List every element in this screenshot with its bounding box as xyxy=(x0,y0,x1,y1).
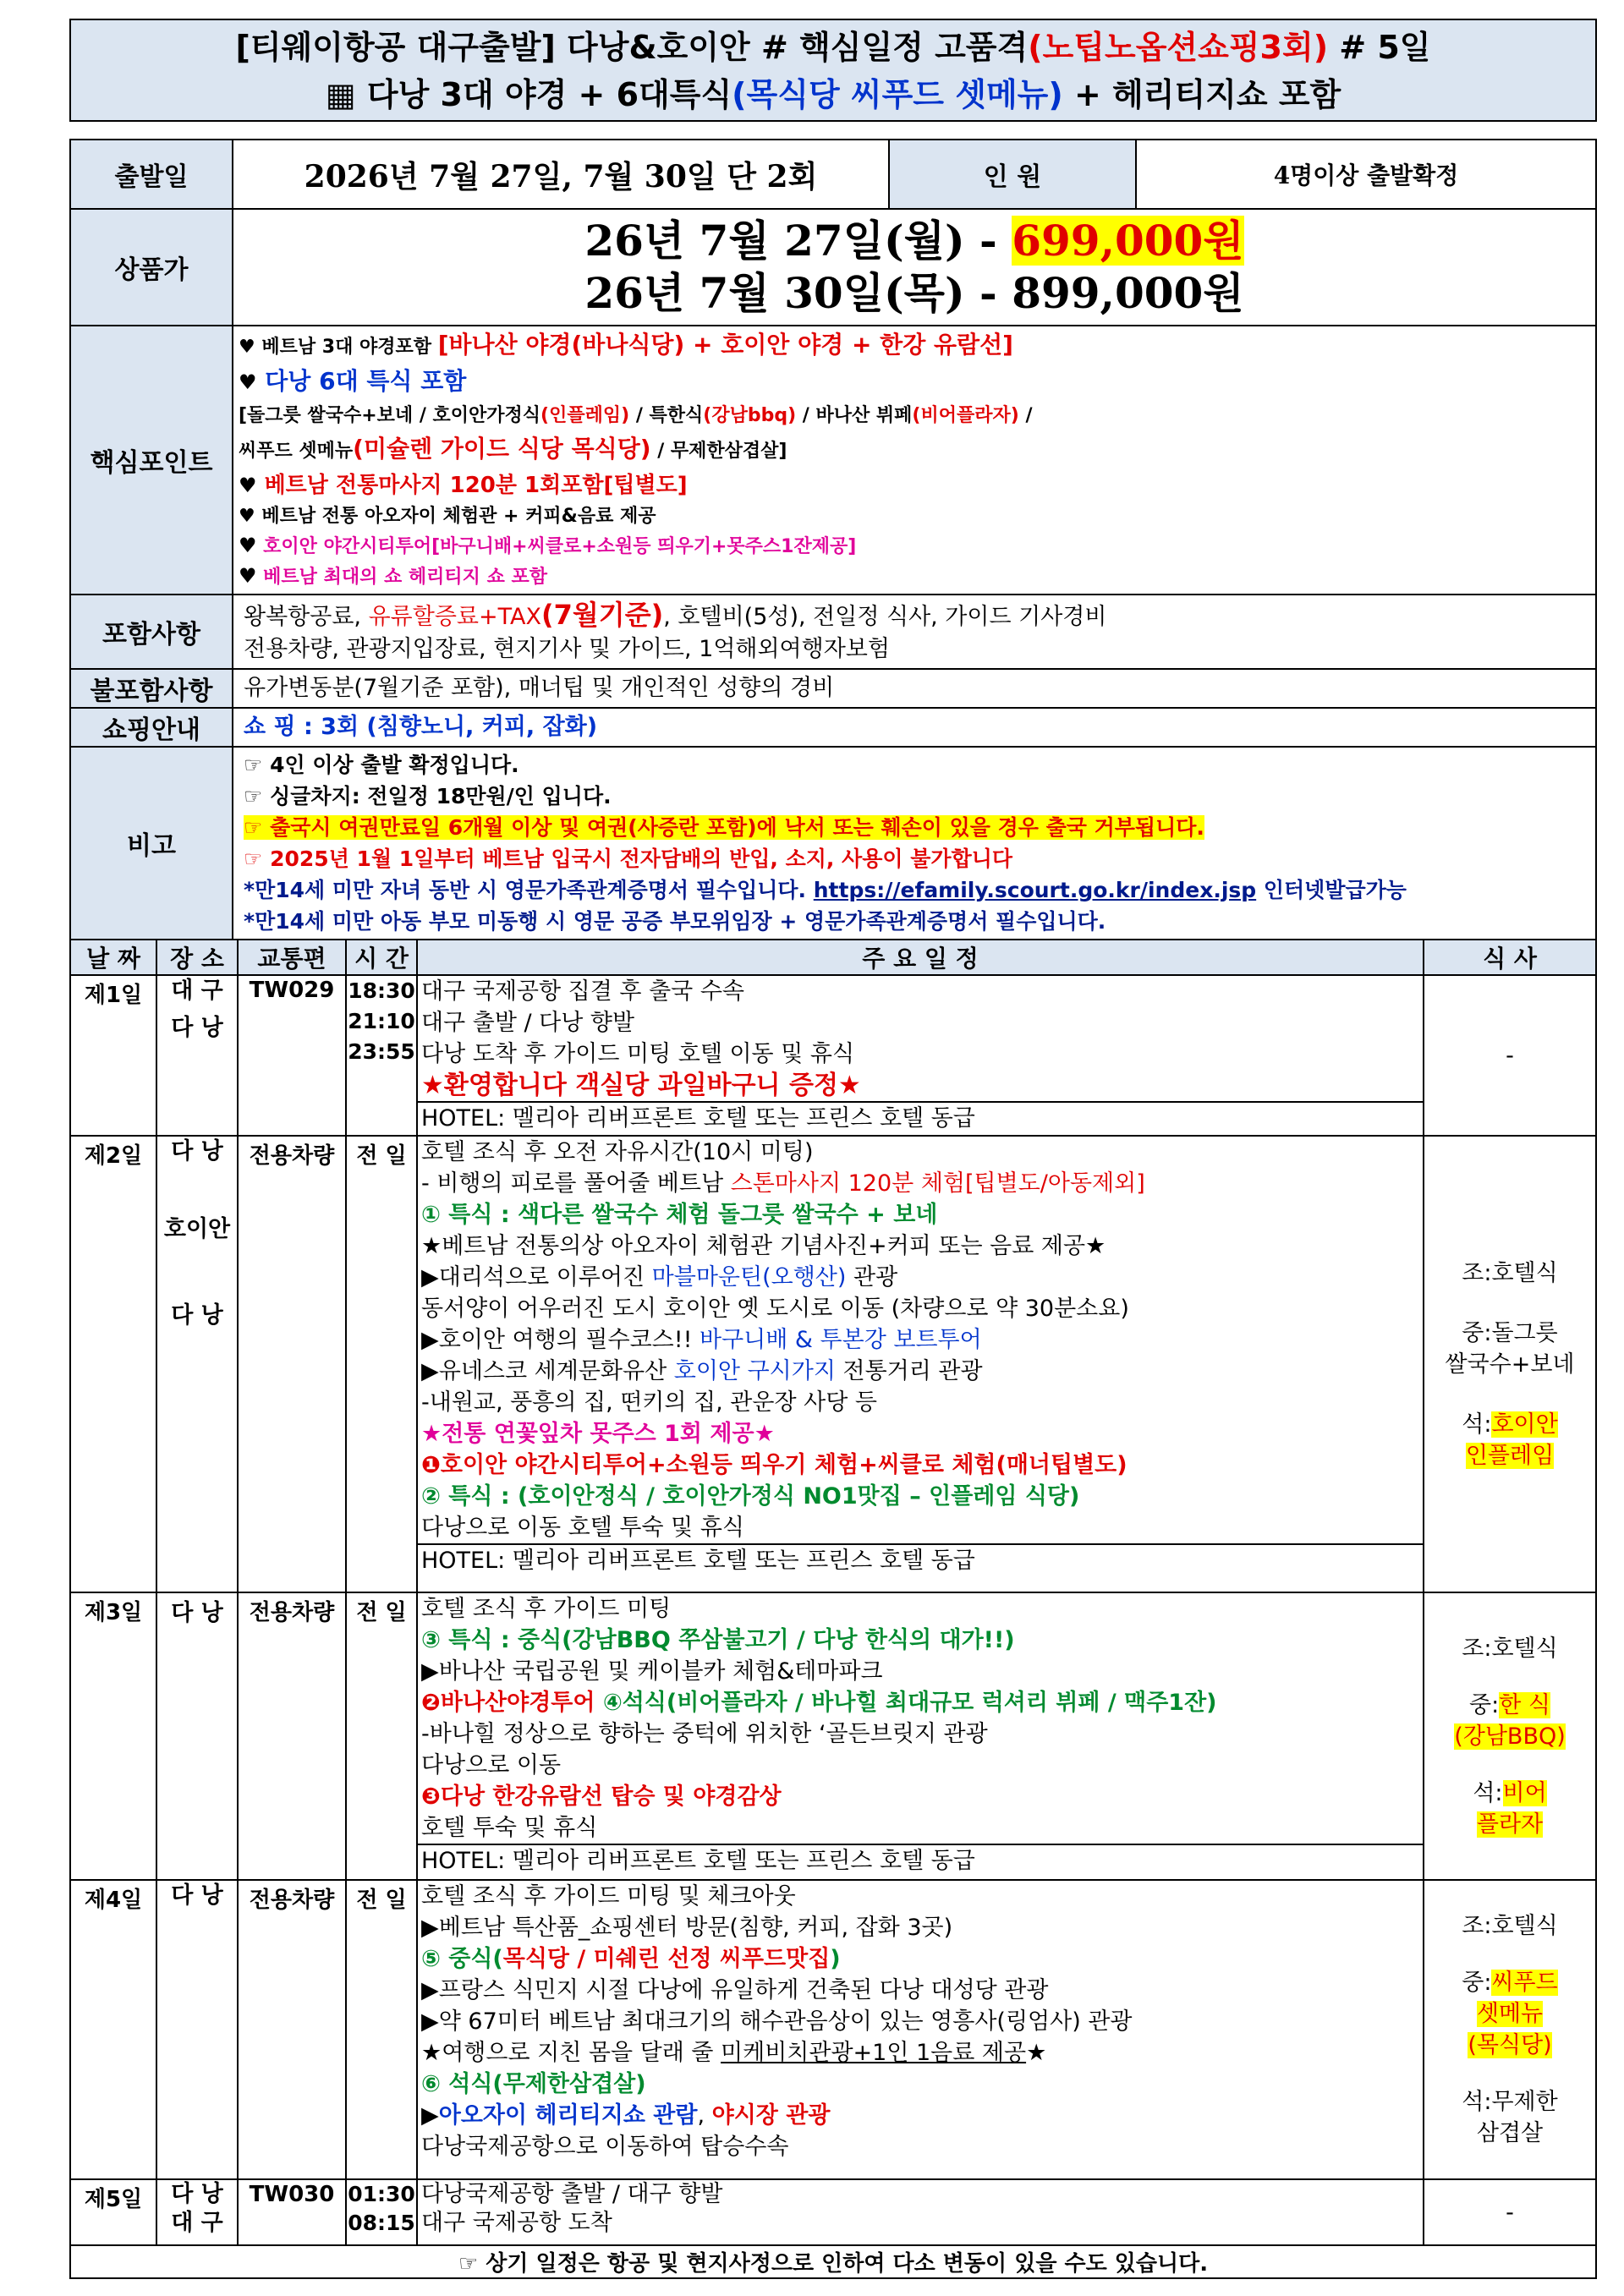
day-4-dinner-1: 석:무제한 xyxy=(1462,2089,1558,2115)
day-1-row xyxy=(70,975,1596,1136)
day-2-item xyxy=(418,1356,1423,1387)
day-4-item xyxy=(418,2100,1423,2131)
point-1-highlight: [바나산 야경(바나식당) + 호이안 야경 + 한강 유람선] xyxy=(437,330,1013,359)
day-4-show-c: , xyxy=(697,2102,712,2129)
price-line-2: 26년 7월 30일(목) - 899,000원 xyxy=(584,268,1244,318)
day-1-hotel: HOTEL: 멜리아 리버프론트 호텔 또는 프린스 호텔 동급 xyxy=(418,1101,1423,1134)
dinner-prefix: 석: xyxy=(1462,1411,1492,1438)
day-2-breakfast: 조:호텔식 xyxy=(1462,1259,1558,1286)
day-2-unesco-a: ▶유네스코 세계문화유산 xyxy=(421,1358,674,1384)
day-1-time-1: 18:30 xyxy=(348,978,415,1003)
point-3-f: (비어플라자) xyxy=(912,404,1019,426)
shopping-label: 쇼핑안내 xyxy=(70,708,233,747)
included-line-1 xyxy=(244,599,1595,633)
day-2-item: 호텔 조식 후 오전 자유시간(10시 미팅) xyxy=(421,1139,814,1165)
day-2-item: 동서양이 어우러진 도시 호이안 옛 도시로 이동 (차량으로 약 30분소요) xyxy=(421,1296,1129,1322)
day-3-item: 호텔 조식 후 가이드 미팅 xyxy=(421,1596,672,1622)
day-4-lunch-1 xyxy=(1424,1967,1595,1998)
day-1-label: 제1일 xyxy=(70,975,156,1136)
day-2-itinerary xyxy=(417,1136,1424,1592)
day-3-transport: 전용차량 xyxy=(238,1592,346,1880)
day-2-marble-a: ▶대리석으로 이루어진 xyxy=(421,1264,652,1290)
day-3-item xyxy=(418,1687,1423,1718)
included-1a: 왕복항공료, xyxy=(244,603,369,630)
lunch-prefix: 중: xyxy=(1469,1691,1500,1718)
day-2-basket-b: 바구니배 & 투본강 보트투어 xyxy=(699,1327,982,1353)
day-4-lunch-b: 목식당 / 미쉐린 선정 씨푸드맛집 xyxy=(502,1946,831,1972)
header-itinerary: 주 요 일 정 xyxy=(417,940,1424,975)
day-4-lunch-c: ) xyxy=(830,1946,841,1972)
day-3-dinner-text: ④석식(비어플라자 / 바나힐 최대규모 럭셔리 뷔페 / 맥주1잔) xyxy=(602,1690,1217,1716)
day-1-itinerary xyxy=(417,975,1424,1136)
day-2-item xyxy=(418,1262,1423,1293)
day-1-item: 대구 출발 / 다낭 향발 xyxy=(421,1010,635,1036)
day-3-dinner-2: 플라자 xyxy=(1476,1811,1544,1838)
title-line-1 xyxy=(71,24,1595,71)
title-box xyxy=(69,19,1597,122)
point-3-e: / 바나산 뷔페 xyxy=(796,404,913,426)
day-2-dinner-1 xyxy=(1424,1409,1595,1440)
heart-icon: ♥ xyxy=(239,563,257,588)
point-3-a: [돌그릇 쌀국수+보네 / 호이안가정식 xyxy=(239,404,541,426)
day-3-place: 다 낭 xyxy=(156,1592,238,1880)
schedule-table xyxy=(69,939,1597,2279)
lunch-prefix: 중: xyxy=(1462,1970,1492,1996)
day-4-item: 다낭국제공항으로 이동하여 탑승수속 xyxy=(421,2134,789,2160)
day-1-meal: - xyxy=(1424,975,1596,1136)
day-4-item: 호텔 조식 후 가이드 미팅 및 체크아웃 xyxy=(421,1883,796,1910)
notes-label: 비고 xyxy=(70,747,233,940)
day-5-place-2: 대 구 xyxy=(171,2210,223,2236)
point-7 xyxy=(239,531,1595,562)
footer-row xyxy=(70,2245,1596,2278)
price-value-1: 699,000원 xyxy=(1012,216,1244,266)
included-box xyxy=(233,595,1596,669)
day-3-itinerary xyxy=(417,1592,1424,1880)
header-time: 시 간 xyxy=(346,940,417,975)
header-transport: 교통편 xyxy=(238,940,346,975)
day-3-item: ❸다낭 한강유람선 탑승 및 야경감상 xyxy=(421,1784,782,1810)
point-2-text: 다낭 6대 특식 포함 xyxy=(256,366,467,395)
price-line-1 xyxy=(233,215,1595,267)
point-4-a: 씨푸드 셋메뉴 xyxy=(239,440,354,462)
day-4-row xyxy=(70,1880,1596,2179)
day-2-dinner-2: 인플레임 xyxy=(1465,1442,1555,1469)
day-4-transport: 전용차량 xyxy=(238,1880,346,2179)
point-1 xyxy=(239,329,1595,364)
day-2-item: 다낭으로 이동 호텔 투숙 및 휴식 xyxy=(421,1515,744,1541)
included-1d: , 호텔비(5성), 전일정 식사, 가이드 기사경비 xyxy=(663,603,1107,630)
day-3-row xyxy=(70,1592,1596,1880)
point-5-text: 베트남 전통마사지 120분 1회포함[팁별도] xyxy=(256,472,688,498)
day-4-label: 제4일 xyxy=(70,1880,156,2179)
note-6: *만14세 미만 아동 부모 미동행 시 영문 공증 부모위임장 + 영문가족관계증명서 필수입니다. xyxy=(244,909,1106,934)
day-2-basket-a: ▶호이안 여행의 필수코스!! xyxy=(421,1327,700,1353)
day-4-dinner-2: 삼겹살 xyxy=(1476,2120,1544,2146)
title-line-2 xyxy=(71,71,1595,118)
included-line-2: 전용차량, 관광지입장료, 현지기사 및 가이드, 1억해외여행자보험 xyxy=(244,635,890,662)
day-1-item: 대구 국제공항 집결 후 출국 수속 xyxy=(421,978,744,1005)
day-2-lunch-2: 쌀국수+보네 xyxy=(1445,1351,1575,1378)
day-1-time-2: 21:10 xyxy=(348,1009,415,1033)
day-5-time-2: 08:15 xyxy=(348,2211,415,2235)
day-2-place-2: 호이안 xyxy=(163,1216,231,1242)
point-4 xyxy=(239,432,1595,469)
day-3-lunch-1 xyxy=(1424,1690,1595,1721)
excluded-label: 불포함사항 xyxy=(70,669,233,708)
itinerary-page xyxy=(69,19,1597,2279)
point-5 xyxy=(239,469,1595,502)
day-1-transport: TW029 xyxy=(238,975,346,1136)
day-5-item: 대구 국제공항 도착 xyxy=(421,2210,612,2236)
day-5-label: 제5일 xyxy=(70,2179,156,2245)
day-3-meal xyxy=(1424,1592,1596,1880)
day-4-item xyxy=(418,2037,1423,2069)
day-4-meal xyxy=(1424,1880,1596,2179)
info-table xyxy=(69,139,1597,940)
day-3-lunch-2: (강남BBQ) xyxy=(1454,1723,1566,1750)
dinner-prefix: 석: xyxy=(1473,1779,1503,1806)
day-2-item: ★전통 연꽃잎차 못주스 1회 제공★ xyxy=(421,1421,775,1447)
day-5-itinerary xyxy=(417,2179,1424,2245)
included-label: 포함사항 xyxy=(70,595,233,669)
day-2-time: 전 일 xyxy=(346,1136,417,1592)
day-3-breakfast: 조:호텔식 xyxy=(1462,1635,1558,1662)
title-no-tip-text: (노팁노옵션쇼핑3회) xyxy=(1028,29,1329,66)
day-2-massage-b: 스톤마사지 120분 체험[팁별도/아동제외] xyxy=(730,1170,1145,1197)
point-3-d: (강남bbq) xyxy=(703,404,797,426)
day-4-lunch-3: (목식당) xyxy=(1468,2032,1552,2058)
day-2-transport: 전용차량 xyxy=(238,1136,346,1592)
note-2: ☞ 싱글차지: 전일정 18만원/인 입니다. xyxy=(244,784,612,808)
day-2-massage-a: - 비행의 피로를 풀어줄 베트남 xyxy=(421,1170,731,1197)
day-4-show-d: 야시장 관광 xyxy=(711,2102,831,2129)
day-5-place xyxy=(156,2179,238,2245)
title-days-text: # 5일 xyxy=(1328,29,1431,66)
day-4-item: ▶베트남 특산품_쇼핑센터 방문(침향, 커피, 잡화 3곳) xyxy=(421,1915,953,1941)
day-4-breakfast: 조:호텔식 xyxy=(1462,1913,1558,1939)
day-3-lunch-name: 한 식 xyxy=(1499,1691,1550,1718)
day-2-dinner-name: 호이안 xyxy=(1491,1411,1558,1438)
point-8-text: 베트남 최대의 쇼 헤리티지 쇼 포함 xyxy=(256,566,547,588)
day-4-beach-a: ★여행으로 지친 몸을 달래 줄 xyxy=(421,2040,721,2066)
note-5-c: 인터넷발급가능 xyxy=(1256,878,1407,902)
shopping-value: 쇼 핑 : 3회 (침향노니, 커피, 잡화) xyxy=(233,708,1596,747)
note-1: ☞ 4인 이상 출발 확정입니다. xyxy=(244,753,519,777)
day-3-dinner-1 xyxy=(1424,1778,1595,1809)
day-2-item: -내원교, 풍흥의 집, 떤키의 집, 관운장 사당 등 xyxy=(421,1389,877,1416)
day-1-item: 다낭 도착 후 가이드 미팅 호텔 이동 및 휴식 xyxy=(421,1041,855,1067)
day-3-dinner-name: 비어 xyxy=(1502,1779,1547,1806)
day-3-item: -바나힐 정상으로 향하는 중턱에 위치한 ‘골든브릿지 관광 xyxy=(421,1721,988,1747)
day-2-hotel: HOTEL: 멜리아 리버프론트 호텔 또는 프린스 호텔 동급 xyxy=(418,1543,1423,1576)
day-3-time: 전 일 xyxy=(346,1592,417,1880)
point-3-g: / xyxy=(1018,404,1033,426)
point-3-b: (인플레임) xyxy=(540,404,630,426)
point-6: ♥ 베트남 전통 아오자이 체험관 + 커피&음료 제공 xyxy=(239,505,656,527)
day-1-time-3: 23:55 xyxy=(348,1039,415,1064)
day-4-item: ⑥ 석식(무제한삼겹살) xyxy=(421,2071,646,2097)
point-3 xyxy=(239,400,1595,432)
note-5 xyxy=(244,874,1595,906)
day-1-time xyxy=(346,975,417,1136)
excluded-value: 유가변동분(7월기준 포함), 매너팁 및 개인적인 성향의 경비 xyxy=(233,669,1596,708)
day-3-label: 제3일 xyxy=(70,1592,156,1880)
departure-value: 2026년 7월 27일, 7월 30일 단 2회 xyxy=(233,140,889,209)
note-4: ☞ 2025년 1월 1일부터 베트남 입국시 전자담배의 반입, 소지, 사용이 불가합니다 xyxy=(244,847,1013,871)
day-4-show-a: ▶ xyxy=(421,2102,439,2129)
day-4-item: ▶프랑스 식민지 시절 다낭에 유일하게 건축된 다낭 대성당 관광 xyxy=(421,1977,1049,2003)
day-3-item: 호텔 투숙 및 휴식 xyxy=(421,1815,598,1841)
schedule-header-row xyxy=(70,940,1596,975)
day-4-lunch-2: 셋메뉴 xyxy=(1476,2001,1544,2027)
day-5-time-1: 01:30 xyxy=(348,2182,415,2206)
day-2-place-3: 다 낭 xyxy=(171,1302,223,1329)
point-1-label: ♥ 베트남 3대 야경포함 xyxy=(239,336,438,358)
day-2-item xyxy=(418,1168,1423,1199)
day-1-place-2: 다 낭 xyxy=(171,1015,223,1041)
day-5-meal: - xyxy=(1424,2179,1596,2245)
day-3-hotel: HOTEL: 멜리아 리버프론트 호텔 또는 프린스 호텔 동급 xyxy=(418,1844,1423,1877)
day-2-place-1: 다 낭 xyxy=(171,1138,223,1164)
day-5-row xyxy=(70,2179,1596,2245)
day-2-row xyxy=(70,1136,1596,1592)
day-5-transport: TW030 xyxy=(238,2179,346,2245)
subtitle-seafood-text: (목식당 씨푸드 셋메뉴) xyxy=(732,76,1063,113)
day-2-unesco-c: 전통거리 관광 xyxy=(835,1358,983,1384)
day-1-place-1: 대 구 xyxy=(171,978,223,1004)
point-3-c: / 특한식 xyxy=(629,404,704,426)
day-2-marble-c: 관광 xyxy=(846,1264,898,1290)
day-4-time: 전 일 xyxy=(346,1880,417,2179)
header-date: 날 짜 xyxy=(70,940,156,975)
heart-icon: ♥ xyxy=(239,370,257,394)
day-4-beach-b: 미케비치관광+1인 1음료 제공 xyxy=(721,2040,1027,2066)
family-cert-link[interactable]: https://efamily.scourt.go.kr/index.jsp xyxy=(813,878,1257,902)
people-value: 4명이상 출발확정 xyxy=(1136,140,1596,209)
day-4-show-b: 아오자이 헤리티지쇼 관람 xyxy=(438,2102,698,2129)
point-4-b: (미슐렌 가이드 식당 목식당) xyxy=(353,434,651,463)
people-label: 인 원 xyxy=(889,140,1136,209)
day-3-item: ③ 특식 : 중식(강남BBQ 쭈삼불고기 / 다낭 한식의 대가!!) xyxy=(421,1627,1015,1653)
day-4-item: ▶약 67미터 베트남 최대크기의 해수관음상이 있는 영흥사(링엄사) 관광 xyxy=(421,2008,1133,2035)
price-date-1: 26년 7월 27일(월) - xyxy=(584,216,1012,266)
day-2-item: ① 특식 : 색다른 쌀국수 체험 돌그릇 쌀국수 + 보네 xyxy=(421,1202,938,1228)
price-box xyxy=(233,209,1596,326)
included-1b: 유류할증료+TAX xyxy=(368,603,541,630)
day-2-item xyxy=(418,1324,1423,1356)
day-1-item: ★환영합니다 객실당 과일바구니 증정★ xyxy=(421,1071,861,1100)
note-3 xyxy=(244,812,1595,843)
day-3-night-tour: ❷바나산야경투어 xyxy=(421,1690,603,1716)
day-4-place: 다 낭 xyxy=(156,1880,238,2179)
day-1-place xyxy=(156,975,238,1136)
day-2-marble-b: 마블마운틴(오행산) xyxy=(651,1264,847,1290)
day-5-place-1: 다 낭 xyxy=(171,2181,223,2207)
day-4-itinerary xyxy=(417,1880,1424,2179)
header-place: 장 소 xyxy=(156,940,238,975)
points-box xyxy=(233,326,1596,595)
note-3-text: ☞ 출국시 여권만료일 6개월 이상 및 여권(사증란 포함)에 낙서 또는 훼손이 있을 경우 출국 거부됩니다. xyxy=(244,815,1204,840)
day-3-item: ▶바나산 국립공원 및 케이블카 체험&테마파크 xyxy=(421,1658,883,1685)
day-2-item: ❶호이안 야간시티투어+소원등 띄우기 체험+씨클로 체험(매너팁별도) xyxy=(421,1452,1127,1478)
departure-label: 출발일 xyxy=(70,140,233,209)
header-meal: 식 사 xyxy=(1424,940,1596,975)
heart-icon: ♥ xyxy=(239,473,257,497)
day-4-item xyxy=(418,1943,1423,1975)
price-label: 상품가 xyxy=(70,209,233,326)
day-2-lunch-1: 중:돌그릇 xyxy=(1462,1319,1558,1346)
day-2-label: 제2일 xyxy=(70,1136,156,1592)
points-label: 핵심포인트 xyxy=(70,326,233,595)
note-5-a: *만14세 미만 자녀 동반 시 영문가족관계증명서 필수입니다. xyxy=(244,878,814,902)
heart-icon: ♥ xyxy=(239,533,257,557)
point-4-c: / 무제한삼겹살] xyxy=(650,440,787,462)
subtitle-heritage-text: + 헤리티지쇼 포함 xyxy=(1062,76,1341,113)
day-4-lunch-name: 씨푸드 xyxy=(1491,1970,1558,1996)
point-8 xyxy=(239,562,1595,592)
day-5-time xyxy=(346,2179,417,2245)
day-5-item: 다낭국제공항 출발 / 대구 향발 xyxy=(421,2181,723,2207)
day-2-unesco-b: 호이안 구시가지 xyxy=(673,1358,836,1384)
point-2 xyxy=(239,364,1595,400)
day-2-meal xyxy=(1424,1136,1596,1592)
day-2-place xyxy=(156,1136,238,1592)
day-3-item: 다낭으로 이동 xyxy=(421,1752,562,1778)
point-7-text: 호이안 야간시티투어[바구니배+씨클로+소원등 띄우기+못주스1잔제공] xyxy=(256,535,857,557)
day-2-item: ② 특식 : (호이안정식 / 호이안가정식 NO1맛집 – 인플레임 식당) xyxy=(421,1483,1080,1510)
notes-box xyxy=(233,747,1596,940)
day-4-lunch-a: ⑤ 중식( xyxy=(421,1946,503,1972)
day-2-item: ★베트남 전통의상 아오자이 체험관 기념사진+커피 또는 음료 제공★ xyxy=(421,1233,1106,1259)
subtitle-text: ▦ 다낭 3대 야경 + 6대특식 xyxy=(325,76,732,113)
included-1c: (7월기준) xyxy=(540,598,664,631)
footer-note: ☞ 상기 일정은 항공 및 현지사정으로 인하여 다소 변동이 있을 수도 있습니다. xyxy=(70,2245,1596,2278)
day-4-beach-c: ★ xyxy=(1026,2040,1047,2066)
title-text: [티웨이항공 대구출발] 다낭&호이안 # 핵심일정 고품격 xyxy=(235,29,1029,66)
